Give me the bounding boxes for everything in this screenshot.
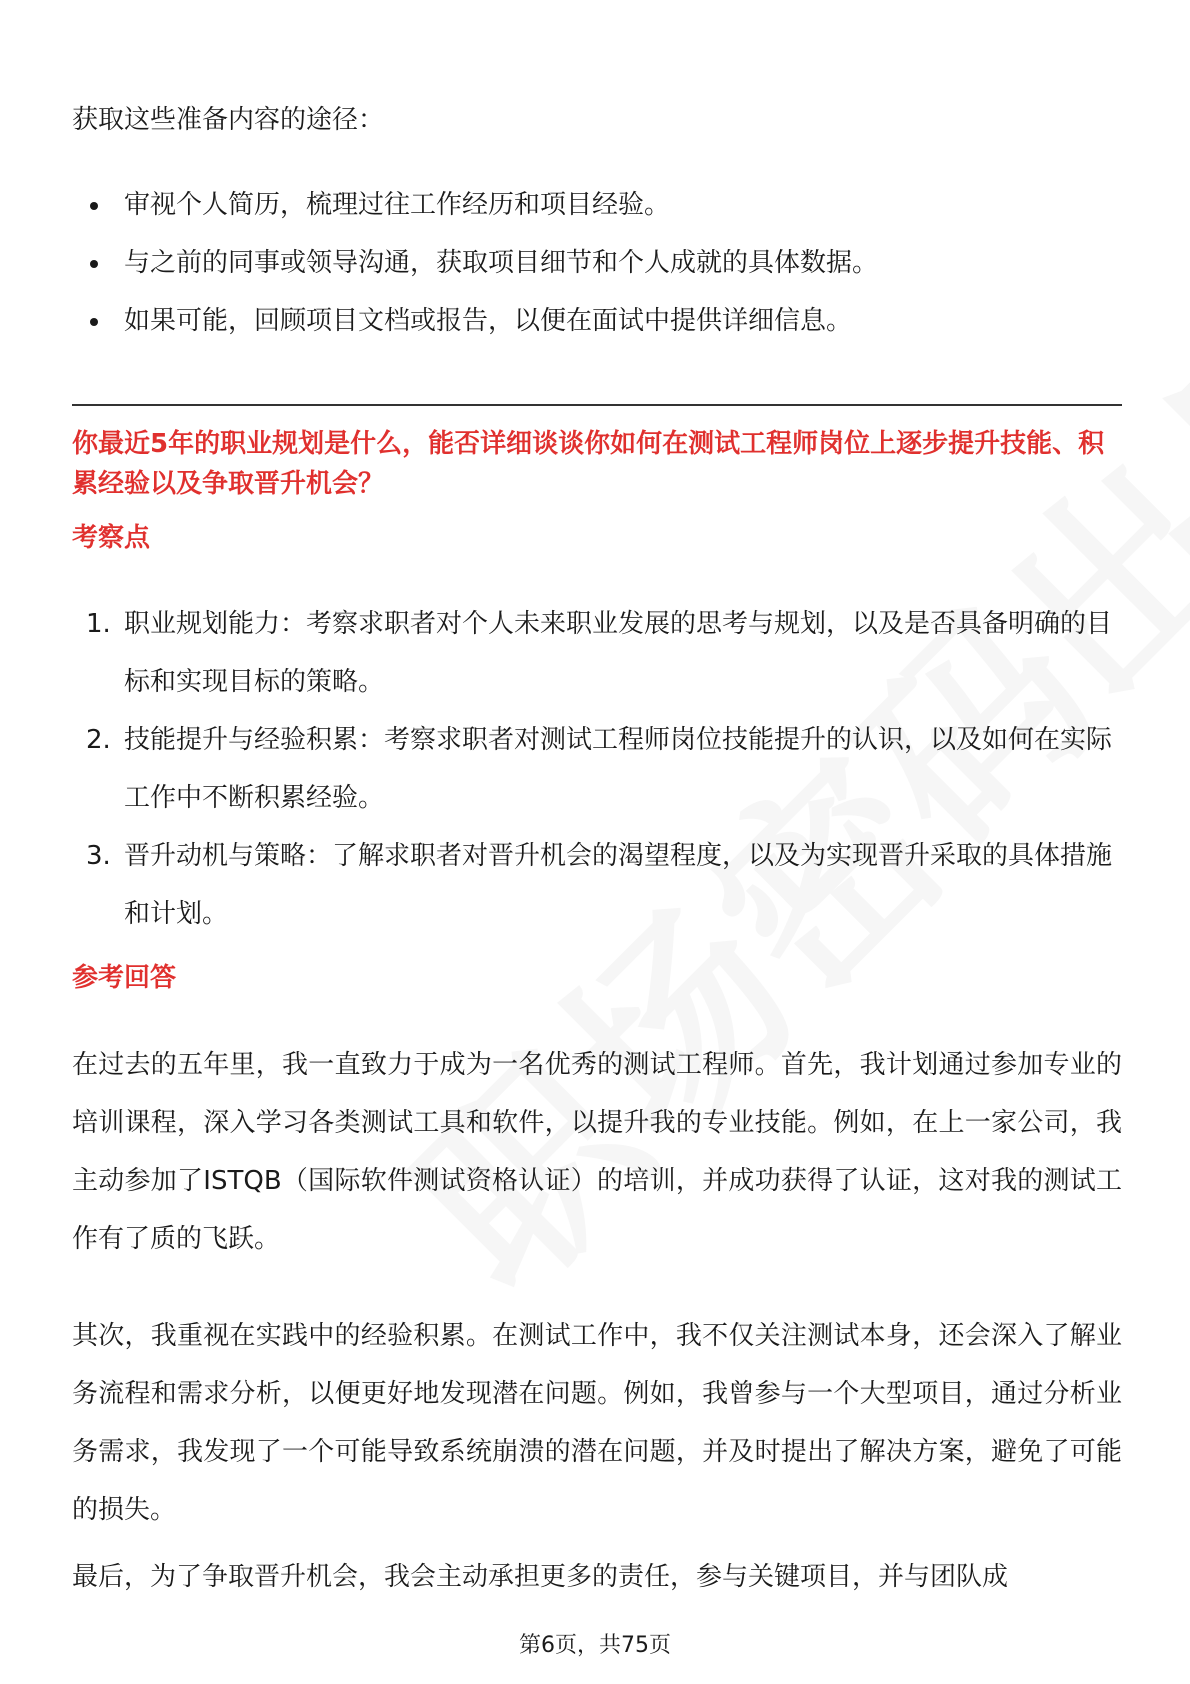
question-heading: 你最近5年的职业规划是什么，能否详细谈谈你如何在测试工程师岗位上逐步提升技能、积累经验以及争取晋升机会？ xyxy=(72,429,1105,499)
list-item-number: 2. xyxy=(86,725,111,755)
bullet-list xyxy=(72,185,1122,359)
answer-paragraph: 最后，为了争取晋升机会，我会主动承担更多的责任，参与关键项目，并与团队成 xyxy=(72,1562,1009,1592)
list-item-text: 与之前的同事或领导沟通，获取项目细节和个人成就的具体数据。 xyxy=(124,248,879,278)
list-item-number: 3. xyxy=(86,841,111,871)
list-item-text: 审视个人简历，梳理过往工作经历和项目经验。 xyxy=(124,190,671,220)
exam-points-list xyxy=(72,595,1122,943)
list-item-text: 技能提升与经验积累：考察求职者对测试工程师岗位技能提升的认识，以及如何在实际工作中不断积累经验。 xyxy=(124,725,1113,813)
answer-paragraph: 其次，我重视在实践中的经验积累。在测试工作中，我不仅关注测试本身，还会深入了解业务流程和需求分析，以便更好地发现潜在问题。例如，我曾参与一个大型项目，通过分析业务需求，我发现了一个可能导致系统崩溃的潜在问题，并及时提出了解决方案，避免了可能的损失。 xyxy=(72,1321,1122,1525)
exam-points-heading: 考察点 xyxy=(72,523,151,553)
answer-heading: 参考回答 xyxy=(72,963,177,993)
list-item xyxy=(72,185,1122,225)
list-item xyxy=(72,243,1122,283)
list-item xyxy=(72,595,1122,711)
answer-paragraph: 在过去的五年里，我一直致力于成为一名优秀的测试工程师。首先，我计划通过参加专业的培训课程，深入学习各类测试工具和软件，以提升我的专业技能。例如，在上一家公司，我主动参加了ISTQB（国际软件测试资格认证）的培训，并成功获得了认证，这对我的测试工作有了质的飞跃。 xyxy=(72,1050,1122,1254)
list-item-text: 如果可能，回顾项目文档或报告，以便在面试中提供详细信息。 xyxy=(124,306,853,336)
list-item xyxy=(72,301,1122,341)
bullet-icon xyxy=(90,202,98,210)
list-item xyxy=(72,827,1122,943)
list-item-number: 1. xyxy=(86,609,111,639)
bullet-icon xyxy=(90,260,98,268)
intro-text: 获取这些准备内容的途径： xyxy=(72,105,385,135)
page-number: 第6页，共75页 xyxy=(519,1633,671,1658)
list-item-text: 职业规划能力：考察求职者对个人未来职业发展的思考与规划，以及是否具备明确的目标和实现目标的策略。 xyxy=(124,609,1113,697)
list-item-text: 晋升动机与策略：了解求职者对晋升机会的渴望程度，以及为实现晋升采取的具体措施和计划。 xyxy=(124,841,1113,929)
section-divider xyxy=(72,404,1122,406)
bullet-icon xyxy=(90,318,98,326)
list-item xyxy=(72,711,1122,827)
